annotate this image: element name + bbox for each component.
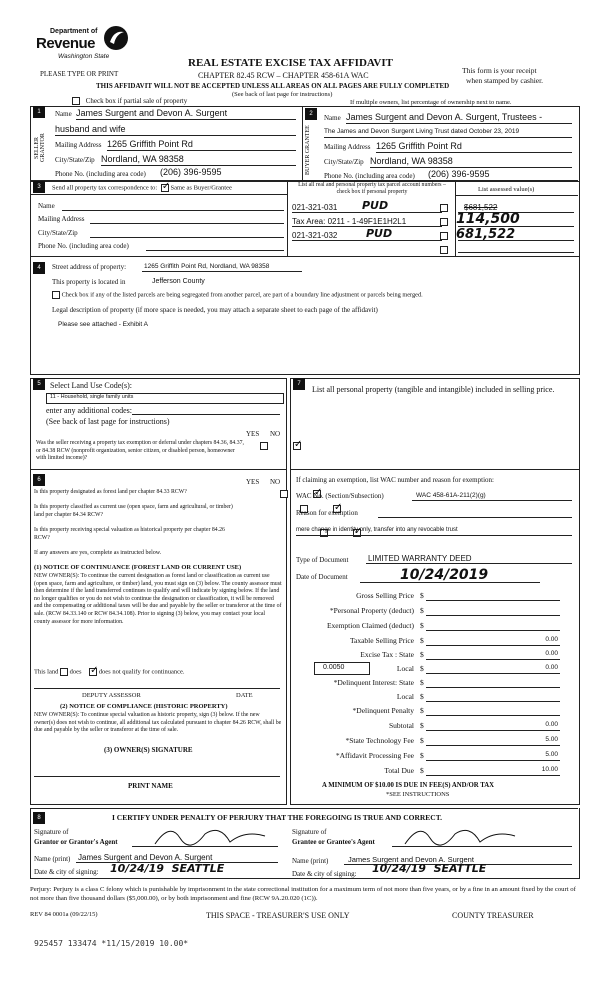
street-label: Street address of property: (52, 263, 127, 271)
perjury-statement: Perjury: Perjury is a class C felony which is punishable by imprisonment in the state correctional institution for a maximum term of not more than five years, or by a fine in an amount fixed by the court of not more than five thousand dollars ($5,000.00), or by both imprisonment and fine (RCW 9A.20.020 (1C)). (30, 886, 576, 902)
s5-yes: YES (246, 430, 260, 438)
seller-phone[interactable]: (206) 396-9595 (160, 167, 222, 177)
s6-q3: Is this property receiving special valuation as historical property per chapter 84.26 RCW? (34, 527, 225, 541)
buyer-phone[interactable]: (206) 396-9595 (428, 169, 490, 179)
wac-value[interactable]: WAC 458-61A-211(2)(g) (416, 492, 486, 499)
grantee-name-label: Name (print) (292, 857, 329, 865)
assessed-value[interactable]: $681,522 (464, 203, 498, 212)
personal-property-text: List all personal property (tangible and intangible) included in selling price. (312, 385, 555, 394)
print-name-label: PRINT NAME (128, 782, 173, 790)
tax-value[interactable]: 5.00 (545, 751, 558, 758)
exemption-intro: If claiming an exemption, list WAC number and reason for exemption: (296, 476, 494, 484)
seller-city-label: City/State/Zip (55, 156, 95, 164)
tax-label: Exemption Claimed (deduct) (326, 621, 414, 630)
correspondence-row (52, 184, 232, 192)
revenue-swirl-icon (102, 24, 130, 52)
assessed-value[interactable]: 114,500 (456, 211, 520, 227)
notice2-body: NEW OWNER(S): To continue special valuation as historic property, sign (3) below. If the new owner(s) does not wish to continue, all additional tax calculated pursuant to chapter 84.26 RCW, shall be due and payable by the seller or transferor at the time of sale. (34, 712, 282, 734)
form-revision: REV 84 0001a (09/22/15) (30, 911, 98, 918)
s3-name-label: Name (38, 202, 55, 210)
buyer-name-2[interactable]: The James and Devon Surgent Living Trust dated October 23, 2019 (324, 128, 520, 135)
assessed-value[interactable]: 681,522 (456, 227, 516, 242)
tax-value[interactable]: 0.00 (545, 636, 558, 643)
notice2-title: (2) NOTICE OF COMPLIANCE (HISTORIC PROPERTY) (60, 703, 228, 710)
logo-dept-line2: Revenue (36, 35, 96, 52)
tax-label: Local (396, 664, 414, 673)
county-treasurer-label: COUNTY TREASURER (452, 911, 534, 920)
section-4-number: 4 (33, 262, 45, 274)
buyer-name[interactable]: James Surgent and Devon A. Surgent, Trustees - (346, 112, 543, 122)
buyer-side-label: BUYER GRANTEE (305, 125, 311, 175)
print-note: PLEASE TYPE OR PRINT (40, 70, 119, 78)
tax-label: *Affidavit Processing Fee (335, 751, 414, 760)
tax-value[interactable]: 0.00 (545, 664, 558, 671)
parcel-personal-checkbox[interactable] (440, 204, 448, 212)
grantor-agent-label: Grantor or Grantor's Agent (34, 838, 118, 846)
cashier-stamp: 925457 133474 *11/15/2019 10.00* (34, 939, 189, 948)
grantee-date-city[interactable]: 10/24/19 SEATTLE (372, 862, 487, 875)
partial-sale-label: Check box if partial sale of property (85, 97, 188, 105)
section-5-number: 5 (33, 378, 45, 390)
grantor-date-city[interactable]: 10/24/19 SEATTLE (110, 862, 225, 875)
land-use-label: Select Land Use Code(s): (50, 381, 132, 390)
deputy-assessor-label: DEPUTY ASSESSOR (82, 692, 141, 699)
section-6-number: 6 (33, 474, 45, 486)
tax-label: *Delinquent Interest: State (333, 678, 414, 687)
tax-row: Taxable Selling Price $ 0.00 (349, 636, 558, 645)
receipt-note-1: This form is your receipt (462, 66, 537, 75)
seller-name[interactable]: James Surgent and Devon A. Surgent (76, 108, 228, 118)
tax-label: *Delinquent Penalty (352, 706, 414, 715)
s6-no: NO (270, 478, 281, 486)
s3-phone-label: Phone No. (including area code) (38, 242, 129, 250)
legal-label: Legal description of property (if more space is needed, you may attach a separate sheet to each page of the affidavit) (52, 306, 378, 314)
parcel-personal-checkbox[interactable] (440, 218, 448, 226)
tax-label: Total Due (384, 766, 414, 775)
notice1-body: NEW OWNER(S): To continue the current designation as forest land or classification as current use (open space, farm and agriculture, or timber) land, you must sign on (3) below. The county assessor must then determine if the land transferred continues to qualify and will indicate by signing below. If the land no longer qualifies or you do not wish to continue the designation or classification, it will be removed and the compensating or additional taxes will be due and payable by the seller or transferor at the time of sale. (RCW 84.33.140 or RCW 84.34.108). Prior to signing (3) below, you may contact your local county assessor for more information. (34, 573, 282, 625)
parcel-personal-checkbox-empty[interactable] (440, 246, 448, 254)
parcel-note: PUD (366, 227, 393, 240)
buyer-mailing-label: Mailing Address (324, 143, 371, 151)
section-3-number: 3 (33, 181, 45, 193)
s3-mailing-label: Mailing Address (38, 215, 85, 223)
local-rate: 0.0050 (323, 664, 345, 671)
tax-label: Subtotal (388, 721, 414, 730)
tax-row: *Delinquent Penalty $ (296, 705, 566, 718)
parcel-number[interactable]: 021-321-031 (292, 203, 338, 212)
seller-mailing[interactable]: 1265 Griffith Point Rd (107, 139, 193, 149)
qualify-label: qualify for continuance. (122, 668, 185, 676)
seller-mailing-label: Mailing Address (55, 141, 102, 149)
same-as-buyer-checkbox[interactable] (161, 184, 169, 192)
land-use-code: 11 - Household, single family units (50, 394, 134, 400)
see-back-note: (See back of last page for instructions) (232, 91, 333, 98)
tax-row: 0.0050 Local $ 0.00 (296, 663, 566, 676)
tax-row: Gross Selling Price $ (296, 590, 566, 603)
warning-line: THIS AFFIDAVIT WILL NOT BE ACCEPTED UNLESS ALL AREAS ON ALL PAGES ARE FULLY COMPLETED (96, 82, 450, 90)
tax-row: *Delinquent Interest: State $ (296, 677, 566, 690)
section-1-number: 1 (33, 106, 45, 118)
grantor-name[interactable]: James Surgent and Devon A. Surgent (78, 853, 213, 862)
form-chapter: CHAPTER 82.45 RCW – CHAPTER 458-61A WAC (198, 71, 369, 80)
segregated-label: Check box if any of the listed parcels are being segregated from another parcel, are part of a boundary line adjustment or parcels being merged. (61, 291, 423, 299)
notice1-title: (1) NOTICE OF CONTINUANCE (FOREST LAND OR CURRENT USE) (34, 564, 242, 571)
this-land-label: This land (34, 668, 59, 676)
parcel-personal-checkbox[interactable] (440, 232, 448, 240)
tax-row-total: Total Due $ 10.00 (384, 766, 558, 775)
land-use-code-select[interactable] (46, 393, 284, 404)
tax-row: Exemption Claimed (deduct) $ (296, 620, 566, 633)
grantee-date-label: Date & city of signing: (292, 870, 357, 878)
wac-label: WAC No. (Section/Subsection) (296, 492, 384, 500)
tax-row: *Personal Property (deduct) $ (296, 605, 566, 618)
seller-side-label: SELLER GRANTOR (34, 133, 46, 163)
tax-label: Taxable Selling Price (349, 636, 414, 645)
tax-label: *State Technology Fee (345, 736, 414, 745)
reason-value[interactable]: mere change in identity only, transfer into any revocable trust (296, 527, 458, 533)
street-address[interactable]: 1265 Griffith Point Rd, Nordland, WA 98358 (144, 263, 270, 270)
assessed-header: List assessed value(s) (478, 186, 535, 193)
parcel-note: PUD (362, 199, 389, 212)
s5-no: NO (270, 430, 281, 438)
doc-date-label: Date of Document (296, 573, 348, 581)
tax-value[interactable]: 0.00 (545, 721, 558, 728)
seller-name-2[interactable]: husband and wife (55, 124, 126, 134)
treasurer-space-label: THIS SPACE - TREASURER'S USE ONLY (206, 911, 350, 920)
reason-label: Reason for exemption (296, 509, 358, 517)
grantor-sig-label: Signature of (34, 828, 69, 836)
grantor-name-label: Name (print) (34, 855, 71, 863)
logo-dept-line3: Washington State (58, 53, 110, 60)
section-4-box (30, 256, 580, 375)
tax-label: Local (396, 692, 414, 701)
parcel-number[interactable]: Tax Area: 0211 - 1-49F1E1H2L1 (292, 217, 407, 226)
tax-row: Subtotal $ 0.00 (388, 721, 558, 730)
s6-q1: Is this property designated as forest land per chapter 84.33 RCW? (34, 489, 187, 495)
does-checkbox[interactable] (60, 668, 68, 676)
owner-signature-label: (3) OWNER(S) SIGNATURE (104, 746, 193, 754)
grantee-sig-label: Signature of (292, 828, 327, 836)
dor-logo (36, 22, 132, 66)
tax-row: *State Technology Fee $ 5.00 (345, 736, 558, 745)
tax-label: *Personal Property (deduct) (329, 606, 414, 615)
seller-name-label: Name (55, 110, 72, 118)
tax-row: *Affidavit Processing Fee $ 5.00 (335, 751, 558, 760)
deputy-date-label: DATE (236, 692, 253, 699)
partial-sale-checkbox[interactable] (72, 97, 80, 105)
grantee-name[interactable]: James Surgent and Devon A. Surgent (348, 855, 474, 864)
certify-line: I CERTIFY UNDER PENALTY OF PERJURY THAT THE FOREGOING IS TRUE AND CORRECT. (112, 813, 443, 822)
segregated-checkbox[interactable] (52, 291, 60, 299)
minimum-fee-note: A MINIMUM OF $10.00 IS DUE IN FEE(S) AND/OR TAX (322, 782, 495, 789)
tax-label: Excise Tax : State (360, 650, 414, 659)
does-not-checkbox[interactable] (89, 668, 97, 676)
buyer-mailing[interactable]: 1265 Griffith Point Rd (376, 141, 462, 151)
seller-phone-label: Phone No. (including area code) (55, 170, 146, 178)
receipt-note-2: when stamped by cashier. (466, 76, 544, 85)
s6-yes: YES (246, 478, 260, 486)
located-county[interactable]: Jefferson County (152, 278, 205, 285)
logo-dept-line1: Department of (50, 28, 98, 35)
s5-question: Was the seller receiving a property tax exemption or deferral under chapters 84.36, 84.37, or 84.38 RCW (nonprofit organization, senior citizen, or disabled person, homeowner with limited income)? (36, 440, 244, 461)
doc-type[interactable]: LIMITED WARRANTY DEED (368, 554, 472, 563)
multiple-owners-note: If multiple owners, list percentage of ownership next to name. (350, 99, 512, 106)
tax-value[interactable]: 5.00 (545, 736, 558, 743)
doc-date[interactable]: 10/24/2019 (400, 567, 489, 583)
buyer-city[interactable]: Nordland, WA 98358 (370, 156, 453, 166)
local-rate-box[interactable] (314, 662, 370, 675)
grantee-agent-label: Grantee or Grantee's Agent (292, 838, 375, 846)
tax-value[interactable]: 0.00 (545, 650, 558, 657)
correspondence-label: Send all property tax correspondence to: (52, 184, 158, 192)
additional-codes-label: enter any additional codes: (46, 406, 132, 415)
doc-type-label: Type of Document (296, 556, 349, 564)
same-as-buyer-label: Same as Buyer/Grantee (170, 184, 232, 192)
q1-yes-checkbox[interactable] (280, 490, 288, 498)
section-8-number: 8 (33, 812, 45, 824)
tax-value[interactable]: 10.00 (541, 766, 558, 773)
tax-row: Local $ (296, 691, 566, 704)
parcel-header: List all real and personal property tax parcel account numbers – check box if personal property (298, 182, 446, 195)
section-7-number: 7 (293, 378, 305, 390)
tax-label: Gross Selling Price (356, 591, 414, 600)
continuance-row (34, 668, 185, 676)
s6-if-yes: If any answers are yes, complete as instructed below. (34, 550, 162, 556)
section-2-number: 2 (305, 108, 317, 120)
s5-see-back: (See back of last page for instructions) (46, 417, 170, 426)
located-label: This property is located in (52, 278, 126, 286)
s3-city-label: City/State/Zip (38, 229, 78, 237)
see-instructions: *SEE INSTRUCTIONS (386, 791, 450, 798)
legal-description[interactable]: Please see attached - Exhibit A (58, 321, 148, 328)
form-title: REAL ESTATE EXCISE TAX AFFIDAVIT (188, 57, 393, 69)
buyer-phone-label: Phone No. (including area code) (324, 172, 415, 180)
tax-row: Excise Tax : State $ 0.00 (360, 650, 558, 659)
partial-sale-row (72, 97, 187, 105)
s5-yes-checkbox[interactable] (260, 442, 268, 450)
does-label: does (69, 668, 82, 676)
segregated-row (52, 291, 423, 299)
grantor-date-label: Date & city of signing: (34, 868, 99, 876)
parcel-number[interactable]: 021-321-032 (292, 231, 338, 240)
buyer-city-label: City/State/Zip (324, 158, 364, 166)
seller-city[interactable]: Nordland, WA 98358 (101, 154, 184, 164)
buyer-name-label: Name (324, 114, 341, 122)
does-not-label: does not (98, 668, 121, 676)
s6-q2: Is this property classified as current use (open space, farm and agricultural, or timber) land per chapter 84.34 RCW? (34, 504, 233, 518)
